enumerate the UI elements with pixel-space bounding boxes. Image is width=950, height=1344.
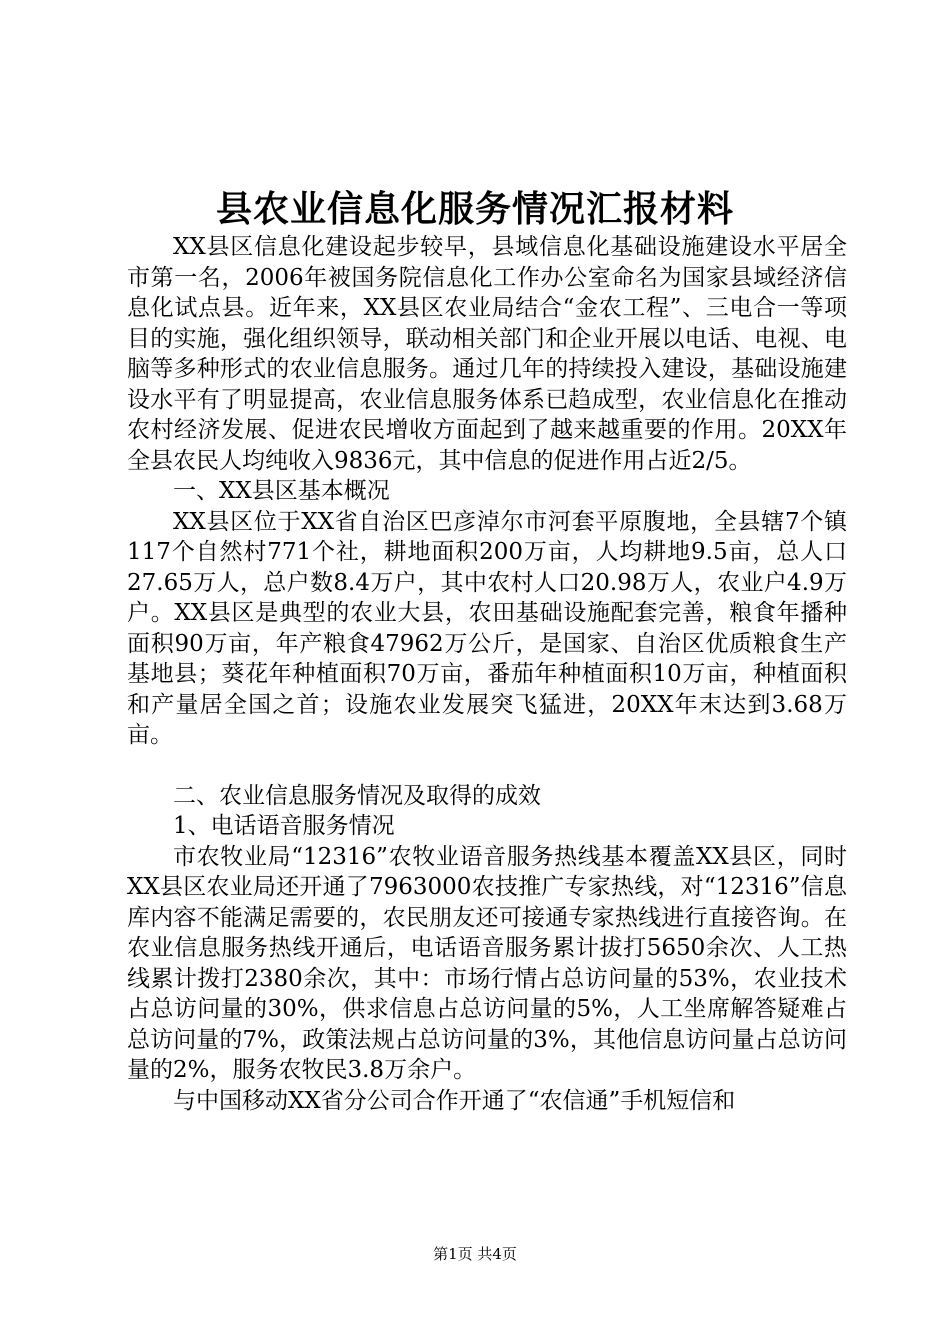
section-heading-services: 二、农业信息服务情况及取得的成效: [173, 782, 541, 809]
overview-paragraph: XX县区位于XX省自治区巴彦淖尔市河套平原腹地，全县辖7个镇117个自然村771个社，耕地面积200万亩，人均耕地9.5亩，总人口27.65万人，总户数8.4万户，其中农村人口20.98万人，农业户4.9万户。XX县区是典型的农业大县，农田基础设施配套完善，粮食年播种面积90万亩，年产粮食47962万公斤，是国家、自治区优质粮食生产基地县；葵花年种植面积70万亩，番茄年种植面积10万亩，种植面积和产量居全国之首；设施农业发展突飞猛进，20XX年末达到3.68万亩。: [127, 508, 847, 748]
document-title: 县农业信息化服务情况汇报材料: [215, 189, 734, 230]
phone-service-paragraph: 市农牧业局“12316”农牧业语音服务热线基本覆盖XX县区，同时XX县区农业局还开通了7963000农技推广专家热线，对“12316”信息库内容不能满足需要的，农民朋友还可接通专家热线进行直接咨询。在农业信息服务热线开通后，电话语音服务累计拔打5650余次、人工热线累计拨打2380余次，其中：市场行情占总访问量的53%，农业技术占总访问量的30%，供求信息占总访问量的5%，人工坐席解答疑难占总访问量的7%，政策法规占总访问量的3%，其他信息访问量占总访问量的2%，服务农牧民3.8万余户。: [127, 843, 847, 1083]
page-footer: 第1页 共4页: [433, 1245, 517, 1263]
cooperation-paragraph: 与中国移动XX省分公司合作开通了“农信通”手机短信和: [173, 1087, 736, 1114]
document-body: [127, 232, 847, 1116]
section-heading-overview: 一、XX县区基本概况: [173, 478, 390, 504]
subsection-heading-phone: 1、电话语音服务情况: [173, 813, 395, 839]
intro-paragraph: XX县区信息化建设起步较早，县域信息化基础设施建设水平居全市第一名，2006年被国务院信息化工作办公室命名为国家县域经济信息化试点县。近年来，XX县区农业局结合“金农工程”、三电合一等项目的实施，强化组织领导，联动相关部门和企业开展以电话、电视、电脑等多种形式的农业信息服务。通过几年的持续投入建设，基础设施建设水平有了明显提高，农业信息服务体系已趋成型，农业信息化在推动农村经济发展、促进农民增收方面起到了越来越重要的作用。20XX年全县农民人均纯收入9836元，其中信息的促进作用占近2/5。: [127, 234, 847, 474]
paragraph-spacer: [127, 751, 847, 781]
